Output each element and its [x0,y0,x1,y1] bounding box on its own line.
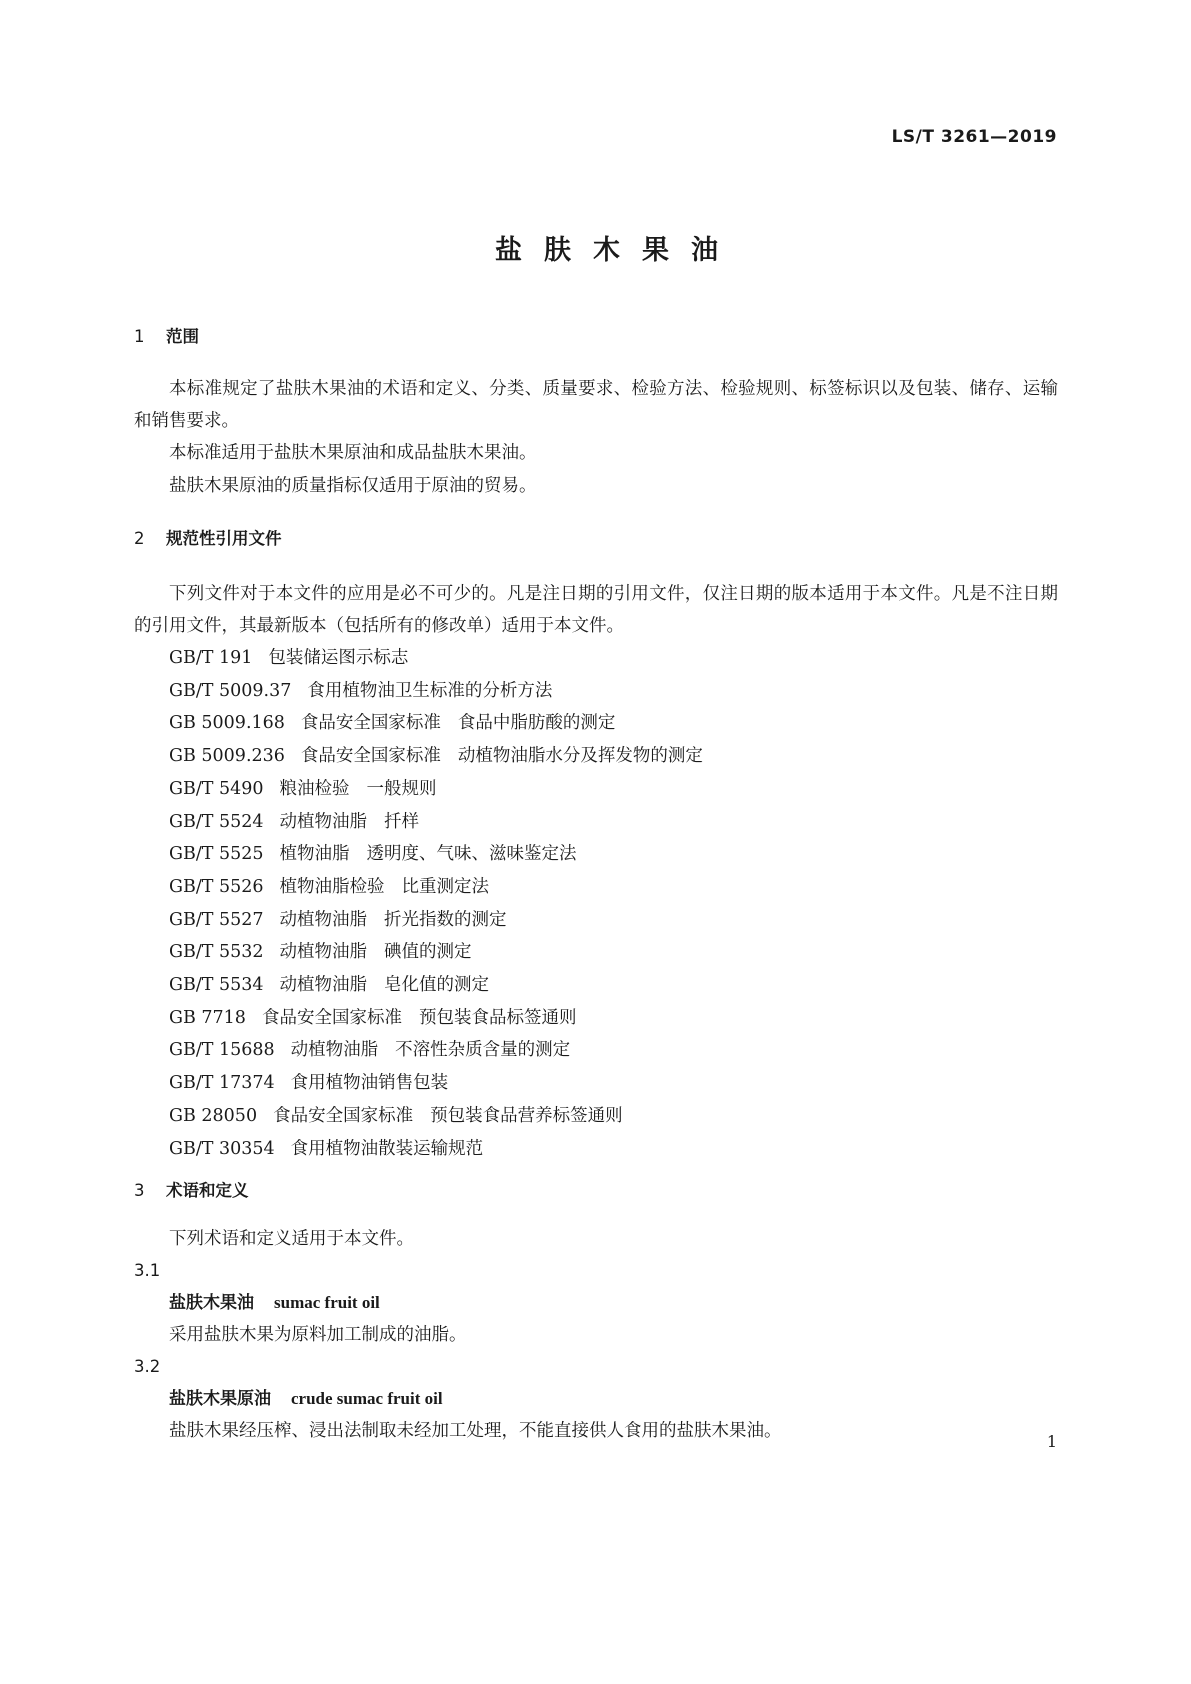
section-title: 术语和定义 [166,1181,249,1201]
document-body [134,325,1058,1447]
reference-title: 食用植物油销售包装 [290,1073,449,1094]
reference-title: 植物油脂 [279,844,350,865]
reference-title: 动植物油脂 [279,909,368,930]
reference-subtitle: 一般规则 [366,778,437,799]
document-title: 盐肤木果油 [495,235,740,266]
reference-title: 包装储运图示标志 [268,648,409,668]
term-name [134,1287,1058,1319]
term-name [134,1383,1058,1415]
reference-title: 食品安全国家标准 [300,746,441,767]
reference-title: 食品安全国家标准 [261,1007,402,1028]
reference-code: GB 5009.168 [169,713,285,734]
scope-paragraph: 本标准适用于盐肤木果原油和成品盐肤木果油。 [169,443,537,463]
reference-code: GB/T 5524 [169,811,264,832]
reference-item [134,871,1058,904]
reference-subtitle: 折光指数的测定 [384,909,507,930]
term-definition: 盐肤木果经压榨、浸出法制取未经加工处理，不能直接供人食用的盐肤木果油。 [169,1421,782,1442]
reference-subtitle: 比重测定法 [401,876,490,897]
reference-code: GB/T 5532 [169,942,264,963]
section-heading-scope [134,325,1058,349]
term-name-chinese: 盐肤木果油 [169,1293,254,1314]
section-number: 2 [134,529,145,548]
reference-list [134,642,1058,1165]
reference-subtitle: 碘值的测定 [384,942,472,963]
page-number: 1 [1046,1432,1057,1451]
reference-title: 动植物油脂 [290,1040,379,1061]
reference-title: 动植物油脂 [279,942,368,963]
term-name-english: crude sumac fruit oil [291,1389,443,1409]
scope-paragraph: 本标准规定了盐肤木果油的术语和定义、分类、质量要求、检验方法、检验规则、标签标识以及包装、储存、运输和销售要求。 [134,379,1058,431]
reference-subtitle: 食品中脂肪酸的测定 [457,713,616,734]
reference-title: 食品安全国家标准 [273,1105,414,1126]
section-number: 3 [134,1181,145,1201]
reference-title: 动植物油脂 [279,811,368,832]
reference-code: GB/T 5526 [169,876,264,897]
reference-title: 食用植物油散装运输规范 [290,1138,484,1159]
reference-subtitle: 透明度、气味、滋味鉴定法 [366,844,577,865]
references-intro: 下列文件对于本文件的应用是必不可少的。凡是注日期的引用文件，仅注日期的版本适用于本文件。凡是不注日期的引用文件，其最新版本（包括所有的修改单）适用于本文件。 [134,584,1058,636]
section-heading-references [134,527,1058,551]
reference-title: 植物油脂检验 [279,876,385,897]
reference-code: GB/T 5534 [169,975,264,996]
reference-item [134,1133,1058,1166]
reference-item [134,707,1058,740]
reference-code: GB/T 30354 [169,1138,275,1159]
reference-item [134,1034,1058,1067]
term-entry [134,1255,1058,1351]
reference-code: GB/T 5527 [169,909,264,930]
reference-subtitle: 预包装食品营养标签通则 [430,1105,623,1126]
reference-item [134,1002,1058,1035]
reference-code: GB/T 5525 [169,844,264,865]
reference-subtitle: 不溶性杂质含量的测定 [395,1040,571,1061]
reference-item [134,740,1058,773]
reference-item [134,1100,1058,1133]
reference-subtitle: 扦样 [384,811,420,832]
reference-title: 食用植物油卫生标准的分析方法 [307,680,553,701]
reference-item [134,969,1058,1002]
reference-subtitle: 动植物油脂水分及挥发物的测定 [457,746,703,767]
term-entry [134,1351,1058,1447]
reference-item [134,675,1058,708]
term-name-english: sumac fruit oil [274,1293,380,1313]
reference-code: GB 5009.236 [169,746,285,767]
term-definition: 采用盐肤木果为原料加工制成的油脂。 [169,1325,467,1346]
section-title: 规范性引用文件 [166,529,282,548]
reference-subtitle: 皂化值的测定 [384,975,490,996]
reference-title: 粮油检验 [279,778,350,799]
term-number: 3.1 [134,1261,161,1281]
reference-item [134,642,1058,675]
reference-code: GB/T 17374 [169,1073,275,1094]
reference-item [134,838,1058,871]
scope-paragraph: 盐肤木果原油的质量指标仅适用于原油的贸易。 [169,476,537,496]
reference-code: GB 7718 [169,1007,246,1028]
reference-code: GB/T 5490 [169,778,264,799]
reference-item [134,773,1058,806]
reference-item [134,1067,1058,1100]
reference-subtitle: 预包装食品标签通则 [418,1007,577,1028]
reference-item [134,904,1058,937]
reference-title: 食品安全国家标准 [300,713,441,734]
terms-intro: 下列术语和定义适用于本文件。 [169,1229,414,1250]
reference-code: GB 28050 [169,1105,258,1126]
reference-item [134,806,1058,839]
section-number: 1 [134,327,145,346]
standard-number: LS/T 3261—2019 [891,127,1057,147]
section-heading-terms [134,1179,1058,1203]
reference-code: GB/T 15688 [169,1040,275,1061]
section-title: 范围 [166,327,199,346]
reference-code: GB/T 5009.37 [169,680,292,701]
reference-item [134,936,1058,969]
reference-code: GB/T 191 [169,648,253,668]
term-name-chinese: 盐肤木果原油 [169,1389,271,1410]
term-number: 3.2 [134,1357,161,1377]
reference-title: 动植物油脂 [279,975,368,996]
